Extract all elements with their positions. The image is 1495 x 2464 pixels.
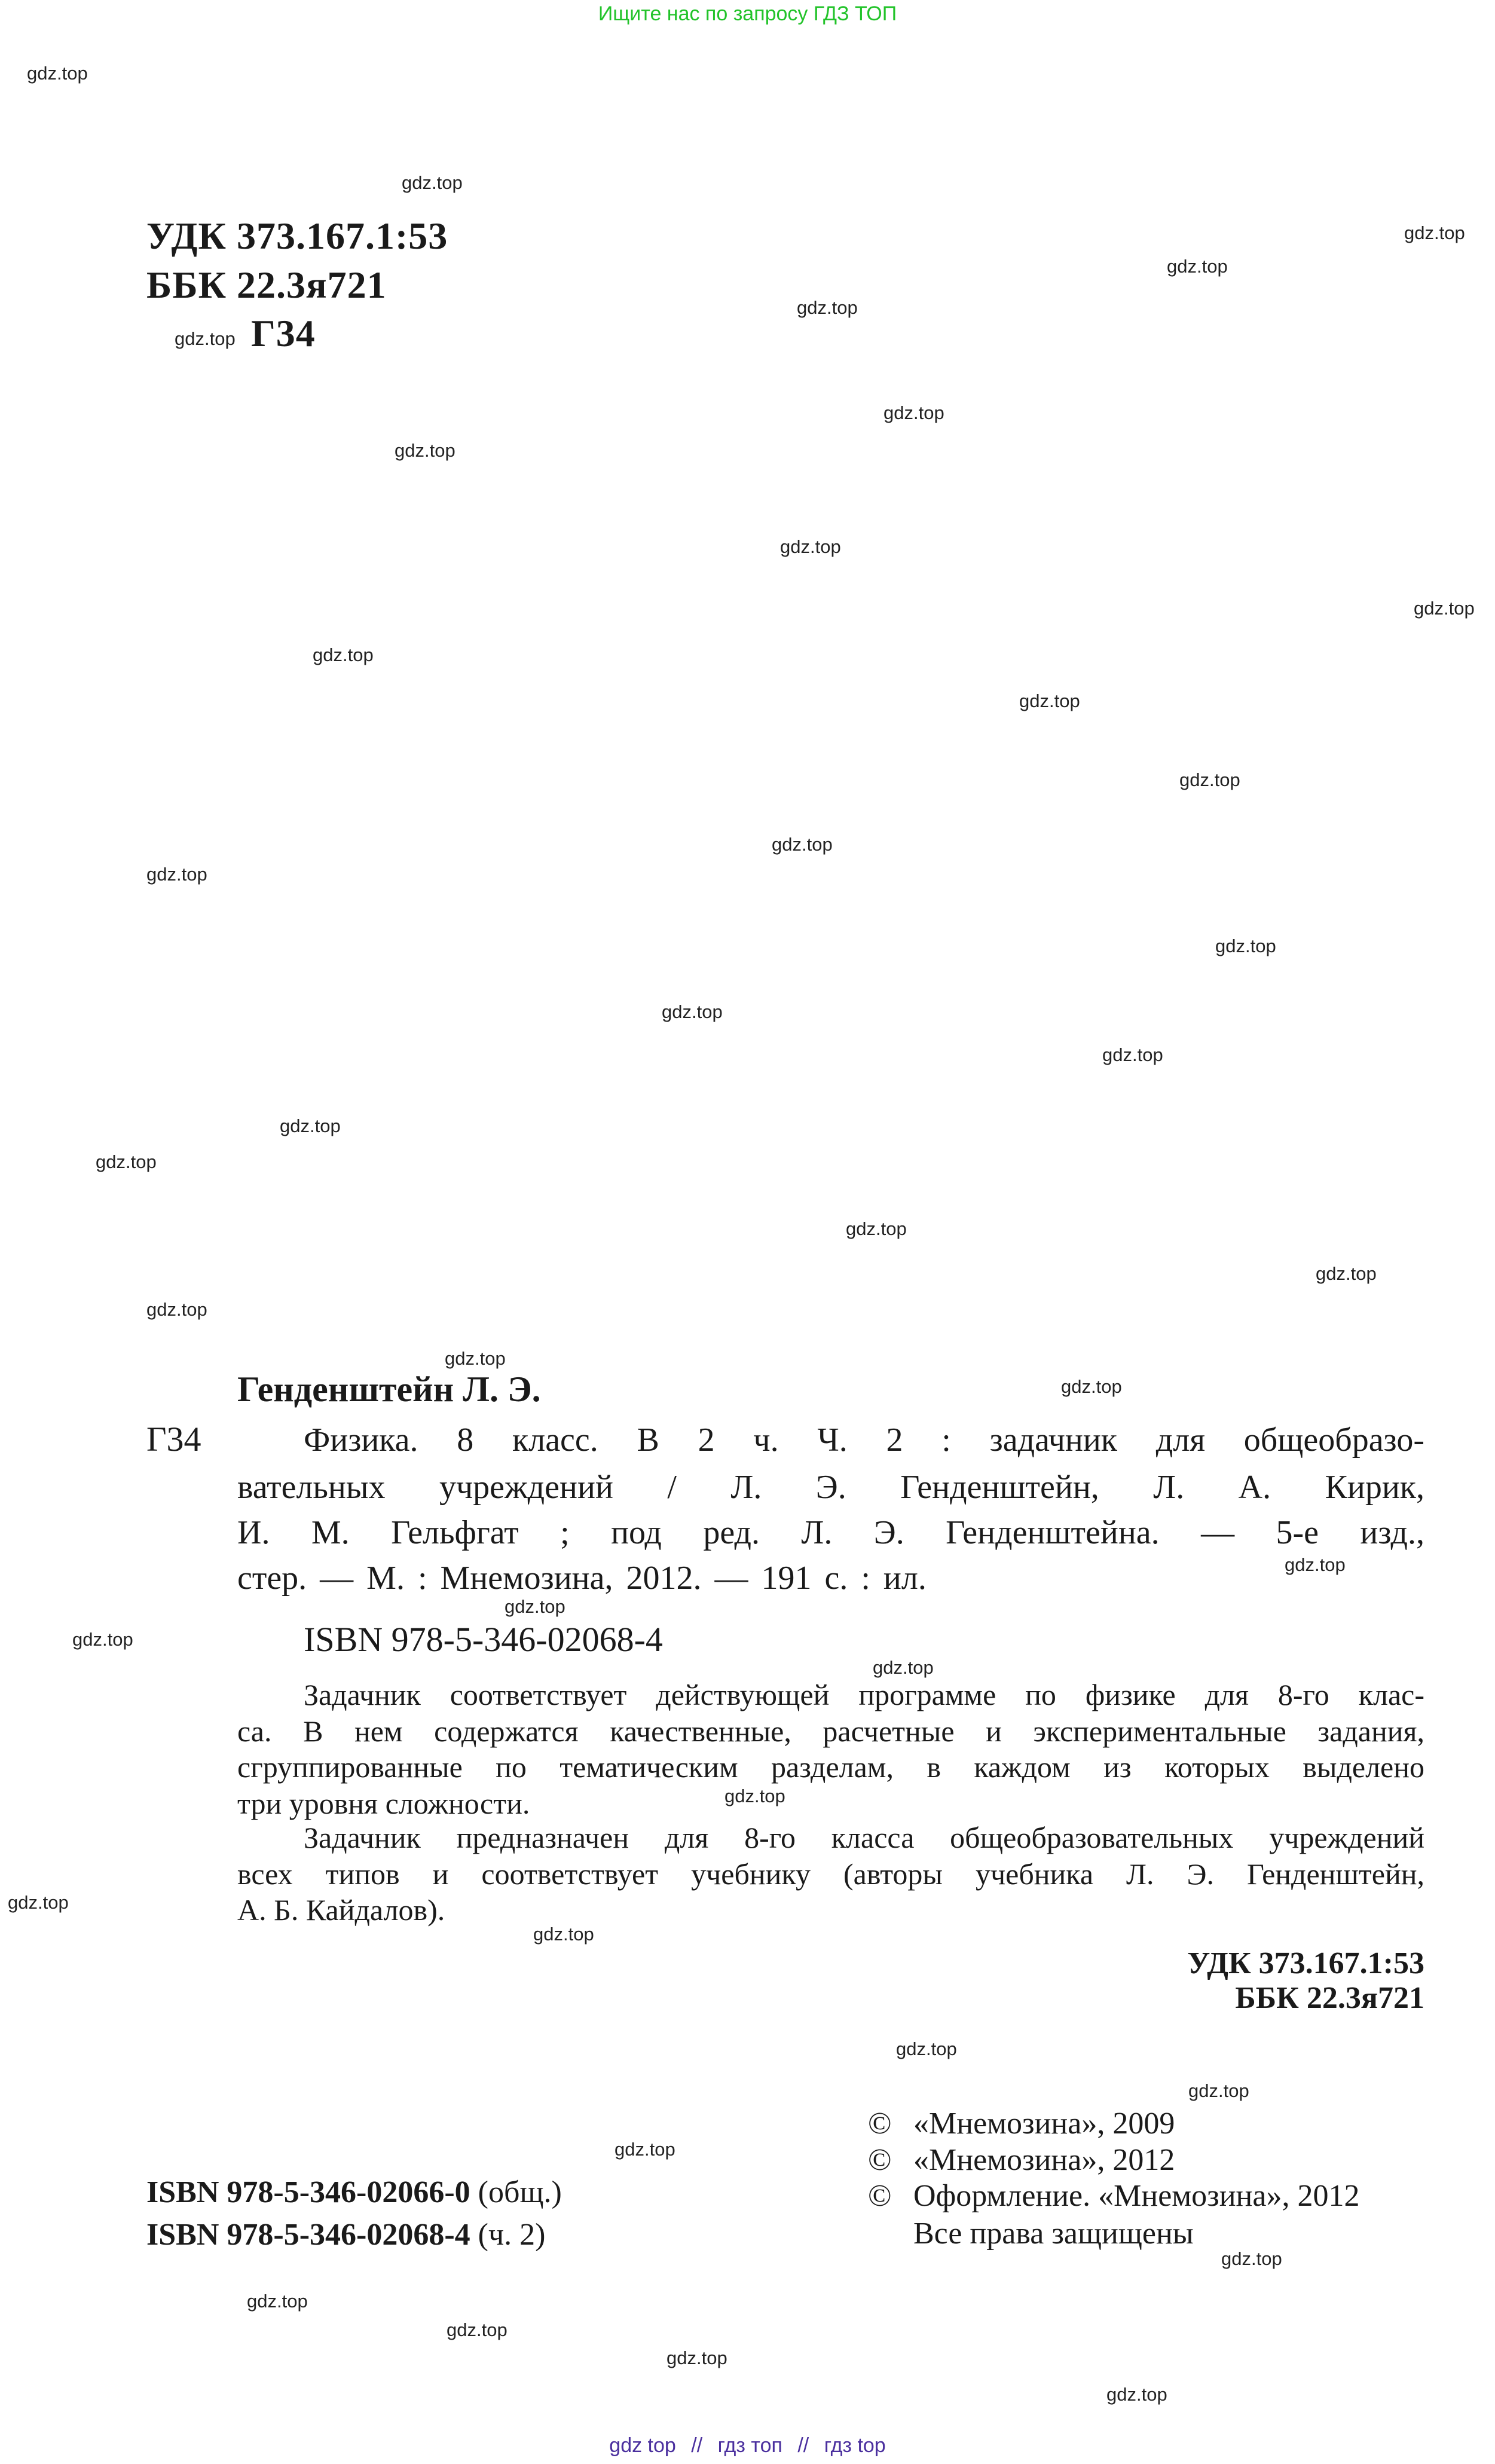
record-line-4: стер. — М. : Мнемозина, 2012. — 191 с. : ил.: [237, 1560, 927, 1597]
watermark-text: gdz.top: [724, 1786, 785, 1806]
watermark-text: gdz.top: [846, 1218, 907, 1239]
annotation-p1-line-4: три уровня сложности.: [237, 1787, 530, 1820]
watermark-text: gdz.top: [146, 864, 207, 885]
watermark-text: gdz.top: [873, 1657, 934, 1678]
watermark-text: gdz.top: [1167, 256, 1228, 277]
footer-link-gdz-top-ru[interactable]: гдз топ: [717, 2434, 782, 2457]
watermark-text: gdz.top: [797, 297, 858, 318]
watermark-text: gdz.top: [883, 402, 944, 423]
watermark-text: gdz.top: [8, 1892, 69, 1913]
watermark-text: gdz.top: [96, 1151, 157, 1172]
watermark-text: gdz.top: [175, 328, 236, 349]
footer-link-gdz-top[interactable]: gdz top: [609, 2434, 676, 2457]
copyright-line-3: Оформление. «Мнемозина», 2012: [913, 2179, 1360, 2213]
watermark-text: gdz.top: [1179, 769, 1240, 790]
udk-header: УДК 373.167.1:53: [146, 215, 448, 257]
watermark-text: gdz.top: [1316, 1263, 1377, 1284]
watermark-text: gdz.top: [1215, 936, 1276, 956]
copyright-icon: ©: [868, 2107, 892, 2141]
watermark-text: gdz.top: [447, 2319, 507, 2340]
watermark-text: gdz.top: [313, 644, 374, 665]
watermark-text: gdz.top: [27, 63, 88, 84]
isbn-general: [146, 2175, 562, 2210]
record-line-3: И. М. Гельфгат ; под ред. Л. Э. Генденштейна. — 5-е изд.,: [237, 1514, 1424, 1551]
watermark-text: gdz.top: [1061, 1376, 1122, 1397]
annotation-p2-line-1: Задачник предназначен для 8-го класса общеобразовательных учреждений: [304, 1821, 1424, 1854]
isbn-part: [146, 2217, 545, 2252]
isbn-number: ISBN 978-5-346-02068-4: [146, 2218, 470, 2252]
record-line-1: Физика. 8 класс. В 2 ч. Ч. 2 : задачник для общеобразо-: [304, 1421, 1424, 1459]
bbk-footer: ББК 22.3я721: [1235, 1981, 1424, 2015]
watermark-text: gdz.top: [614, 2139, 675, 2160]
watermark-text: gdz.top: [1106, 2384, 1167, 2405]
annotation-p1-line-1: Задачник соответствует действующей программе по физике для 8-го клас-: [304, 1678, 1424, 1711]
bbk-header: ББК 22.3я721: [146, 264, 387, 306]
watermark-text: gdz.top: [662, 1001, 723, 1022]
watermark-text: gdz.top: [280, 1115, 341, 1136]
footer-links: [0, 2434, 1495, 2457]
rights-reserved: Все права защищены: [913, 2217, 1194, 2251]
footer-separator: //: [797, 2434, 809, 2457]
annotation-p2-line-3: А. Б. Кайдалов).: [237, 1893, 445, 1927]
isbn-number: ISBN 978-5-346-02066-0: [146, 2175, 470, 2209]
copyright-line-1: «Мнемозина», 2009: [913, 2107, 1175, 2141]
watermark-text: gdz.top: [247, 2291, 308, 2312]
watermark-text: gdz.top: [896, 2038, 957, 2059]
watermark-text: gdz.top: [395, 440, 455, 461]
watermark-text: gdz.top: [505, 1596, 565, 1617]
search-banner[interactable]: Ищите нас по запросу ГДЗ ТОП: [598, 2, 897, 25]
watermark-text: gdz.top: [667, 2347, 727, 2368]
isbn-note: (ч. 2): [470, 2218, 546, 2252]
watermark-text: gdz.top: [1019, 690, 1080, 711]
annotation-p1-line-3: сгруппированные по тематическим разделам, в каждом из которых выделено: [237, 1750, 1424, 1784]
annotation-p1-line-2: са. В нем содержатся качественные, расчетные и экспериментальные задания,: [237, 1714, 1424, 1748]
watermark-text: gdz.top: [445, 1348, 506, 1369]
watermark-text: gdz.top: [1414, 598, 1475, 619]
watermark-text: gdz.top: [1404, 222, 1465, 243]
copyright-icon: ©: [868, 2143, 892, 2177]
watermark-text: gdz.top: [1285, 1554, 1346, 1575]
watermark-text: gdz.top: [146, 1299, 207, 1320]
annotation-p2-line-2: всех типов и соответствует учебнику (авторы учебника Л. Э. Генденштейн,: [237, 1857, 1424, 1891]
footer-separator: //: [691, 2434, 703, 2457]
author-code: Г34: [146, 1420, 201, 1459]
copyright-line-2: «Мнемозина», 2012: [913, 2143, 1175, 2177]
copyright-icon: ©: [868, 2179, 892, 2213]
record-isbn: ISBN 978-5-346-02068-4: [304, 1620, 663, 1659]
watermark-text: gdz.top: [1221, 2248, 1282, 2269]
watermark-text: gdz.top: [72, 1629, 133, 1650]
watermark-text: gdz.top: [1102, 1044, 1163, 1065]
watermark-text: gdz.top: [780, 536, 841, 557]
udk-footer: УДК 373.167.1:53: [1187, 1946, 1424, 1980]
footer-link-gdz-top-mixed[interactable]: гдз top: [824, 2434, 886, 2457]
isbn-note: (общ.): [470, 2175, 562, 2209]
watermark-text: gdz.top: [402, 172, 463, 193]
author-code-header: Г34: [251, 312, 316, 354]
record-line-2: вательных учреждений / Л. Э. Генденштейн, Л. А. Кирик,: [237, 1469, 1424, 1506]
author-name: Генденштейн Л. Э.: [237, 1369, 541, 1409]
watermark-text: gdz.top: [1188, 2080, 1249, 2101]
watermark-text: gdz.top: [533, 1924, 594, 1945]
watermark-text: gdz.top: [772, 834, 833, 855]
